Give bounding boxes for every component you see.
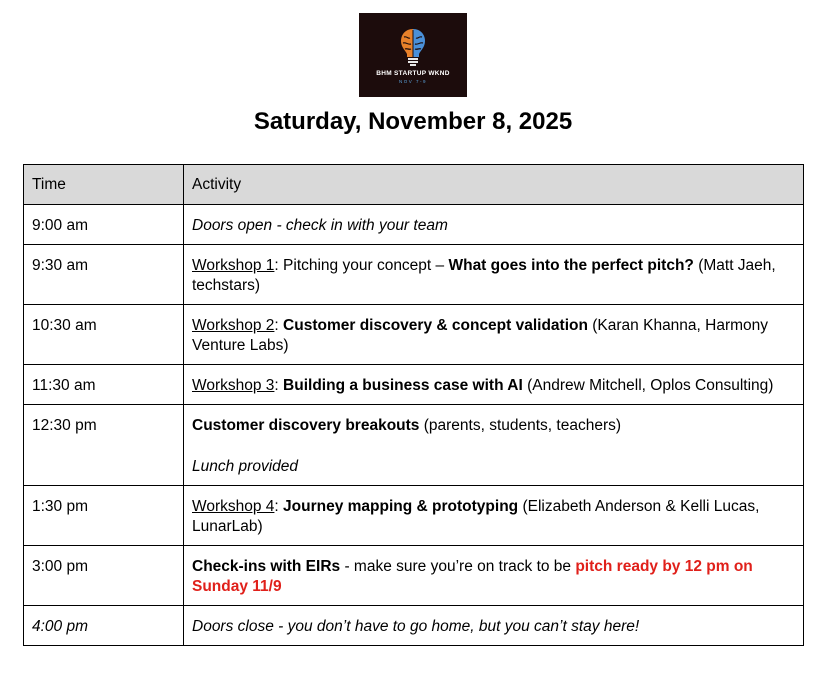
activity-text: : [274, 317, 284, 334]
activity-speaker: (Elizabeth Anderson & Kelli Lucas, LunarLab) [192, 498, 760, 535]
deadline-highlight: pitch ready by 12 pm on Sunday 11/9 [192, 558, 753, 595]
table-row [24, 205, 804, 245]
activity-cell [184, 546, 804, 606]
activity-cell [184, 365, 804, 405]
time-cell: 9:00 am [24, 205, 184, 245]
activity-highlight: Check-ins with EIRs [192, 558, 341, 575]
activity-text: Doors close - you don’t have to go home, but you can’t stay here! [192, 618, 640, 635]
time-cell: 3:00 pm [24, 546, 184, 606]
activity-cell [184, 205, 804, 245]
time-cell: 9:30 am [24, 245, 184, 305]
event-logo [359, 13, 467, 97]
line-gap [192, 436, 795, 457]
table-row [24, 405, 804, 486]
activity-speaker: (Matt Jaeh, techstars) [192, 257, 776, 294]
table-row [24, 305, 804, 365]
activity-speaker: (Andrew Mitchell, Oplos Consulting) [522, 377, 774, 394]
time-cell: 12:30 pm [24, 405, 184, 486]
table-row [24, 486, 804, 546]
page-title: Saturday, November 8, 2025 [253, 108, 573, 135]
activity-highlight: Building a business case with AI [283, 377, 523, 394]
time-cell: 11:30 am [24, 365, 184, 405]
activity-cell [184, 245, 804, 305]
activity-text: : [274, 498, 284, 515]
time-cell: 1:30 pm [24, 486, 184, 546]
time-cell: 4:00 pm [24, 606, 184, 646]
activity-highlight: Journey mapping & prototyping [283, 498, 519, 515]
activity-cell [184, 606, 804, 646]
activity-cell [184, 486, 804, 546]
activity-text: Doors open - check in with your team [192, 217, 448, 234]
activity-text: (parents, students, teachers) [419, 417, 622, 434]
activity-text: : [274, 377, 284, 394]
activity-speaker: (Karan Khanna, Harmony Venture Labs) [192, 317, 769, 354]
activity-text: - make sure you’re on track to be [340, 558, 576, 575]
workshop-label: Workshop 4 [192, 498, 275, 515]
workshop-label: Workshop 3 [192, 377, 275, 394]
table-row [24, 365, 804, 405]
logo-dates: NOV 7-9 [398, 79, 427, 84]
activity-text: : Pitching your concept – [274, 257, 449, 274]
workshop-label: Workshop 1 [192, 257, 275, 274]
table-row [24, 606, 804, 646]
table-header-row [24, 165, 804, 205]
table-row [24, 546, 804, 606]
workshop-label: Workshop 2 [192, 317, 275, 334]
table-row [24, 245, 804, 305]
activity-highlight: Customer discovery breakouts [192, 417, 420, 434]
time-header: Time [24, 165, 184, 205]
lightbulb-brain-icon [399, 27, 427, 67]
logo-name: BHM STARTUP WKND [376, 70, 450, 77]
schedule-table [23, 164, 804, 646]
activity-header: Activity [184, 165, 804, 205]
time-cell: 10:30 am [24, 305, 184, 365]
activity-note: Lunch provided [192, 458, 298, 475]
activity-highlight: Customer discovery & concept validation [283, 317, 588, 334]
activity-cell [184, 405, 804, 486]
activity-cell [184, 305, 804, 365]
activity-highlight: What goes into the perfect pitch? [448, 257, 694, 274]
